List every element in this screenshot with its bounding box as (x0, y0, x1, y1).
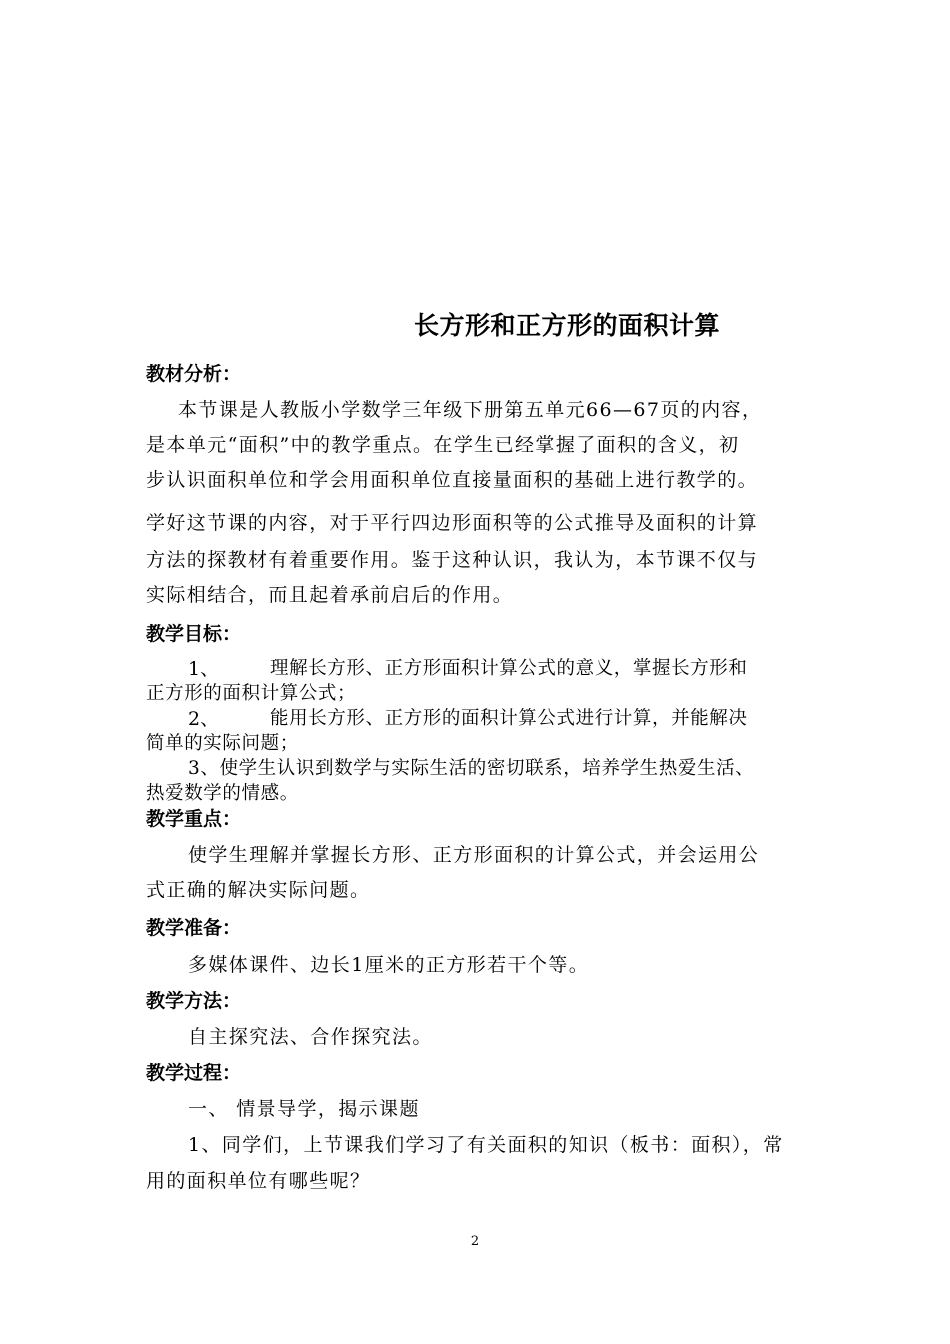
preparation-line: 多媒体课件、边长1厘米的正方形若干个等。 (188, 954, 590, 976)
goal-number: 1、 (188, 658, 220, 680)
goal-number: 2、 (188, 708, 220, 730)
analysis-line: 步认识面积单位和学会用面积单位直接量面积的基础上进行教学的。 (146, 469, 759, 491)
key-points-line: 式正确的解决实际问题。 (146, 879, 371, 901)
section-heading-process: 教学过程： (146, 1062, 242, 1084)
key-points-line: 使学生理解并掌握长方形、正方形面积的计算公式，并会运用公 (188, 844, 760, 866)
analysis-line: 本节课是人教版小学数学三年级下册第五单元66—67页的内容， (178, 399, 763, 421)
page-number: 2 (470, 1234, 480, 1249)
process-line: 用的面积单位有哪些呢？ (146, 1170, 371, 1192)
analysis-line: 方法的探教材有着重要作用。鉴于这种认识，我认为，本节课不仅与 (146, 549, 759, 571)
analysis-line: 是本单元“面积”中的教学重点。在学生已经掌握了面积的含义，初 (146, 434, 740, 456)
section-heading-key-points: 教学重点： (146, 808, 242, 830)
goal-text: 理解长方形、正方形面积计算公式的意义，掌握长方形和 (270, 658, 748, 679)
goal-text: 热爱数学的情感。 (146, 783, 299, 804)
document-title: 长方形和正方形的面积计算 (414, 311, 721, 340)
analysis-line: 学好这节课的内容，对于平行四边形面积等的公式推导及面积的计算 (146, 512, 759, 534)
section-heading-preparation: 教学准备： (146, 917, 242, 939)
process-step-title: 一、 情景导学，揭示课题 (188, 1098, 420, 1120)
goal-text: 3、使学生认识到数学与实际生活的密切联系，培养学生热爱生活、 (188, 758, 755, 779)
methods-line: 自主探究法、合作探究法。 (188, 1026, 433, 1048)
goal-text: 能用长方形、正方形的面积计算公式进行计算，并能解决 (270, 708, 748, 729)
analysis-line: 实际相结合，而且起着承前启后的作用。 (146, 584, 514, 606)
section-heading-analysis: 教材分析： (146, 363, 242, 385)
section-heading-goals: 教学目标： (146, 623, 242, 645)
process-line: 1、同学们，上节课我们学习了有关面积的知识（板书：面积），常 (188, 1134, 784, 1156)
section-heading-methods: 教学方法： (146, 990, 242, 1012)
goal-text: 正方形的面积计算公式； (146, 683, 357, 704)
goal-text: 简单的实际问题； (146, 733, 299, 754)
